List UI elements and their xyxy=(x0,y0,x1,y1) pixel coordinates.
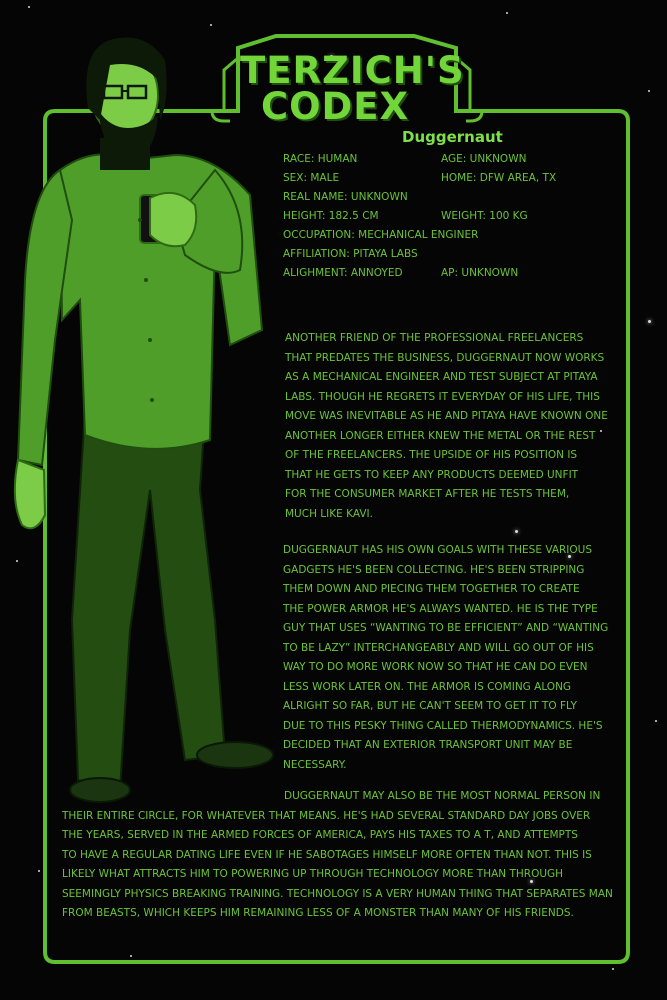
bio-line: FROM BEASTS, WHICH KEEPS HIM REMAINING LESS OF A MONSTER THAN MANY OF HIS FRIENDS. xyxy=(62,907,574,919)
bio-line: FOR THE CONSUMER MARKET AFTER HE TESTS THEM, xyxy=(285,488,570,500)
stat-alighment: ALIGHMENT: ANNOYED xyxy=(283,267,403,279)
bio-line: THAT HE GETS TO KEEP ANY PRODUCTS DEEMED UNFIT xyxy=(285,468,579,481)
bio-line: ANOTHER LONGER EITHER KNEW THE METAL OR THE REST xyxy=(285,429,596,442)
bio-line: LABS. THOUGH HE REGRETS IT EVERYDAY OF HIS LIFE, THIS xyxy=(285,390,600,403)
bio-paragraph-1 xyxy=(285,329,608,524)
bio-line: MOVE WAS INEVITABLE AS HE AND PITAYA HAVE KNOWN ONE xyxy=(285,410,608,422)
bio-line: DUGGERNAUT MAY ALSO BE THE MOST NORMAL PERSON IN xyxy=(284,790,601,802)
bio-line: NECESSARY. xyxy=(283,758,347,771)
codex-title-line1: TERZICH'S xyxy=(240,49,465,92)
stat-height: HEIGHT: 182.5 CM xyxy=(283,210,379,222)
bio-line: GADGETS HE'S BEEN COLLECTING. HE'S BEEN STRIPPING xyxy=(283,563,585,576)
stat-occupation: OCCUPATION: MECHANICAL ENGINER xyxy=(283,229,479,241)
character-name: Duggernaut xyxy=(402,128,503,146)
bio-line: LESS WORK LATER ON. THE ARMOR IS COMING ALONG xyxy=(283,680,572,693)
bio-line: SEEMINGLY PHYSICS BREAKING TRAINING. TECHNOLOGY IS A VERY HUMAN THING THAT SEPARATES MAN xyxy=(62,887,613,900)
bio-line: OF THE FREELANCERS. THE UPSIDE OF HIS POSITION IS xyxy=(285,449,578,461)
stat-weight: WEIGHT: 100 KG xyxy=(441,210,528,222)
bio-line: LIKELY WHAT ATTRACTS HIM TO POWERING UP THROUGH TECHNOLOGY MORE THAN THROUGH xyxy=(62,868,564,880)
bio-line: THEM DOWN AND PIECING THEM TOGETHER TO CREATE xyxy=(283,583,580,595)
bio-line: MUCH LIKE KAVI. xyxy=(285,507,373,520)
bio-line: THEIR ENTIRE CIRCLE, FOR WHATEVER THAT MEANS. HE'S HAD SEVERAL STANDARD DAY JOBS OVER xyxy=(62,809,591,822)
bio-line: THE POWER ARMOR HE'S ALWAYS WANTED. HE IS THE TYPE xyxy=(283,602,598,615)
bio-line: TO BE LAZY” INTERCHANGEABLY AND WILL GO OUT OF HIS xyxy=(283,641,594,654)
stat-real-name: REAL NAME: UNKNOWN xyxy=(283,191,408,203)
bio-line: TO HAVE A REGULAR DATING LIFE EVEN IF HE SABOTAGES HIMSELF MORE OFTEN THAN NOT. THIS IS xyxy=(62,848,592,861)
bio-line: ANOTHER FRIEND OF THE PROFESSIONAL FREELANCERS xyxy=(285,332,584,344)
bio-line: DUE TO THIS PESKY THING CALLED THERMODYNAMICS. HE'S xyxy=(283,719,603,732)
stat-ap: AP: UNKNOWN xyxy=(441,267,519,279)
codex-title-line2: CODEX xyxy=(260,85,410,128)
character-illustration xyxy=(0,20,300,810)
bio-line: DUGGERNAUT HAS HIS OWN GOALS WITH THESE VARIOUS xyxy=(283,544,593,556)
stat-race: RACE: HUMAN xyxy=(283,153,358,165)
bio-line: GUY THAT USES “WANTING TO BE EFFICIENT” AND “WANTING xyxy=(283,622,609,634)
bio-paragraph-3 xyxy=(62,787,613,924)
stat-sex: SEX: MALE xyxy=(283,172,340,184)
bio-line: AS A MECHANICAL ENGINEER AND TEST SUBJECT AT PITAYA xyxy=(285,371,598,383)
bio-line: THAT PREDATES THE BUSINESS, DUGGERNAUT NOW WORKS xyxy=(285,351,605,364)
bio-paragraph-2 xyxy=(283,541,608,775)
bio-line: DECIDED THAT AN EXTERIOR TRANSPORT UNIT MAY BE xyxy=(283,739,573,751)
stat-home: HOME: DFW AREA, TX xyxy=(441,172,557,184)
stat-age: AGE: UNKNOWN xyxy=(441,153,527,165)
stat-affiliation: AFFILIATION: PITAYA LABS xyxy=(283,248,418,260)
bio-line: ALRIGHT SO FAR, BUT HE CAN'T SEEM TO GET IT TO FLY xyxy=(283,700,577,712)
bio-line: THE YEARS, SERVED IN THE ARMED FORCES OF AMERICA, PAYS HIS TAXES TO A T, AND ATTEMPTS xyxy=(62,829,578,841)
bio-line: WAY TO DO MORE WORK NOW SO THAT HE CAN DO EVEN xyxy=(283,661,588,673)
